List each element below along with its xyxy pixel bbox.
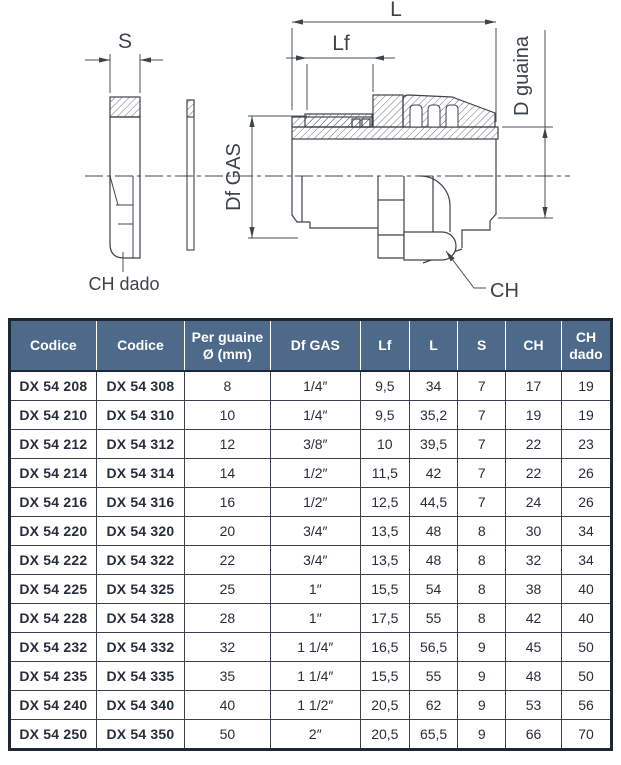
header-row	[10, 320, 612, 372]
cell-value: 9,5	[360, 401, 409, 430]
cell-value: 54	[409, 575, 458, 604]
label-Df-GAS: Df GAS	[223, 143, 245, 211]
cell-value: 19	[505, 401, 561, 430]
cell-codice: DX 54 235	[10, 662, 97, 691]
cell-codice: DX 54 312	[96, 430, 184, 459]
cell-value: 28	[185, 604, 270, 633]
cell-value: 40	[561, 604, 611, 633]
cell-value: 7	[458, 371, 506, 401]
cell-value: 55	[409, 604, 458, 633]
cell-value: 10	[185, 401, 270, 430]
cell-value: 1 1/4″	[270, 662, 360, 691]
cell-value: 1/4″	[270, 371, 360, 401]
table-row	[10, 575, 612, 604]
cell-codice: DX 54 322	[96, 546, 184, 575]
cell-value: 12	[185, 430, 270, 459]
cell-codice: DX 54 214	[10, 459, 97, 488]
cell-value: 56,5	[409, 633, 458, 662]
cell-value: 1″	[270, 604, 360, 633]
technical-drawing	[0, 0, 621, 315]
cell-value: 62	[409, 691, 458, 720]
cell-value: 8	[458, 517, 506, 546]
table-row	[10, 604, 612, 633]
cell-codice: DX 54 325	[96, 575, 184, 604]
cell-value: 20	[185, 517, 270, 546]
cell-value: 32	[185, 633, 270, 662]
label-Lf: Lf	[332, 32, 350, 55]
cell-value: 7	[458, 459, 506, 488]
cell-codice: DX 54 250	[10, 720, 97, 750]
cell-value: 32	[505, 546, 561, 575]
cell-value: 8	[458, 575, 506, 604]
cell-value: 11,5	[360, 459, 409, 488]
cell-codice: DX 54 310	[96, 401, 184, 430]
cell-codice: DX 54 232	[10, 633, 97, 662]
cell-value: 19	[561, 401, 611, 430]
body-section-view	[292, 95, 498, 263]
cell-value: 19	[561, 371, 611, 401]
table-row	[10, 546, 612, 575]
cell-value: 1/2″	[270, 488, 360, 517]
cell-codice: DX 54 216	[10, 488, 97, 517]
cell-codice: DX 54 320	[96, 517, 184, 546]
cell-codice: DX 54 340	[96, 691, 184, 720]
nut-section-view	[110, 97, 140, 258]
table-row	[10, 371, 612, 401]
cell-value: 7	[458, 430, 506, 459]
cell-value: 12,5	[360, 488, 409, 517]
cell-value: 8	[458, 546, 506, 575]
cell-value: 23	[561, 430, 611, 459]
cell-value: 13,5	[360, 517, 409, 546]
label-S: S	[117, 30, 133, 53]
table-row	[10, 662, 612, 691]
cell-value: 9	[458, 691, 506, 720]
fitting-drawing-svg	[0, 0, 621, 315]
cell-codice: DX 54 240	[10, 691, 97, 720]
cell-value: 39,5	[409, 430, 458, 459]
table-row	[10, 488, 612, 517]
table-row	[10, 430, 612, 459]
cell-value: 53	[505, 691, 561, 720]
col-header-ch-dado: CH dado	[561, 320, 611, 372]
cell-value: 50	[561, 633, 611, 662]
cell-codice: DX 54 225	[10, 575, 97, 604]
cell-value: 34	[561, 546, 611, 575]
cell-value: 9,5	[360, 371, 409, 401]
cell-codice: DX 54 314	[96, 459, 184, 488]
cell-value: 42	[505, 604, 561, 633]
col-header-lf: Lf	[360, 320, 409, 372]
cell-codice: DX 54 332	[96, 633, 184, 662]
cell-value: 14	[185, 459, 270, 488]
cell-value: 9	[458, 720, 506, 750]
table-row	[10, 720, 612, 750]
label-ch: CH	[490, 280, 519, 302]
table-row	[10, 691, 612, 720]
cell-value: 3/4″	[270, 517, 360, 546]
col-header-codice-2: Codice	[96, 320, 184, 372]
cell-codice: DX 54 328	[96, 604, 184, 633]
table-row	[10, 517, 612, 546]
cell-codice: DX 54 316	[96, 488, 184, 517]
cell-value: 7	[458, 488, 506, 517]
col-header-l: L	[409, 320, 458, 372]
cell-value: 20,5	[360, 720, 409, 750]
leader-ch	[446, 251, 486, 288]
cell-value: 38	[505, 575, 561, 604]
table-row	[10, 633, 612, 662]
cell-value: 15,5	[360, 662, 409, 691]
cell-codice: DX 54 222	[10, 546, 97, 575]
table-row	[10, 401, 612, 430]
cell-value: 3/4″	[270, 546, 360, 575]
cell-value: 2″	[270, 720, 360, 750]
cell-value: 24	[505, 488, 561, 517]
cell-value: 40	[185, 691, 270, 720]
dimension-S	[85, 54, 163, 93]
label-L: L	[390, 0, 402, 21]
cell-value: 1/2″	[270, 459, 360, 488]
cell-value: 9	[458, 662, 506, 691]
cell-value: 7	[458, 401, 506, 430]
cell-value: 8	[185, 371, 270, 401]
cell-value: 55	[409, 662, 458, 691]
cell-value: 56	[561, 691, 611, 720]
cell-value: 17	[505, 371, 561, 401]
cell-value: 1″	[270, 575, 360, 604]
cell-value: 20,5	[360, 691, 409, 720]
cell-value: 3/8″	[270, 430, 360, 459]
cell-value: 42	[409, 459, 458, 488]
label-ch-dado: CH dado	[88, 274, 160, 294]
cell-value: 48	[409, 517, 458, 546]
cell-codice: DX 54 208	[10, 371, 97, 401]
col-header-per-guaine: Per guaine Ø (mm)	[185, 320, 270, 372]
cell-codice: DX 54 350	[96, 720, 184, 750]
cell-value: 15,5	[360, 575, 409, 604]
cell-codice: DX 54 210	[10, 401, 97, 430]
spec-table	[8, 318, 613, 751]
cell-value: 22	[505, 459, 561, 488]
col-header-s: S	[458, 320, 506, 372]
cell-value: 45	[505, 633, 561, 662]
cell-codice: DX 54 220	[10, 517, 97, 546]
cell-codice: DX 54 335	[96, 662, 184, 691]
cell-value: 25	[185, 575, 270, 604]
cell-codice: DX 54 212	[10, 430, 97, 459]
cell-value: 9	[458, 633, 506, 662]
cell-value: 50	[561, 662, 611, 691]
spec-table-wrap	[8, 318, 613, 751]
col-header-codice-1: Codice	[10, 320, 97, 372]
cell-codice: DX 54 308	[96, 371, 184, 401]
cell-value: 48	[505, 662, 561, 691]
cell-value: 48	[409, 546, 458, 575]
cell-value: 16,5	[360, 633, 409, 662]
table-row	[10, 459, 612, 488]
cell-value: 17,5	[360, 604, 409, 633]
cell-value: 66	[505, 720, 561, 750]
cell-value: 13,5	[360, 546, 409, 575]
cell-value: 1/4″	[270, 401, 360, 430]
cell-value: 22	[505, 430, 561, 459]
cell-value: 35,2	[409, 401, 458, 430]
cell-codice: DX 54 228	[10, 604, 97, 633]
cell-value: 26	[561, 459, 611, 488]
cell-value: 70	[561, 720, 611, 750]
cell-value: 30	[505, 517, 561, 546]
cell-value: 22	[185, 546, 270, 575]
cell-value: 44,5	[409, 488, 458, 517]
cell-value: 10	[360, 430, 409, 459]
cell-value: 50	[185, 720, 270, 750]
cell-value: 40	[561, 575, 611, 604]
label-D-guaina: D guaina	[511, 35, 533, 117]
cell-value: 65,5	[409, 720, 458, 750]
cell-value: 35	[185, 662, 270, 691]
cell-value: 34	[561, 517, 611, 546]
cell-value: 1 1/2″	[270, 691, 360, 720]
col-header-df-gas: Df GAS	[270, 320, 360, 372]
cell-value: 26	[561, 488, 611, 517]
col-header-ch: CH	[505, 320, 561, 372]
cell-value: 16	[185, 488, 270, 517]
cell-value: 8	[458, 604, 506, 633]
washer-section-view	[187, 100, 194, 250]
cell-value: 1 1/4″	[270, 633, 360, 662]
cell-value: 34	[409, 371, 458, 401]
